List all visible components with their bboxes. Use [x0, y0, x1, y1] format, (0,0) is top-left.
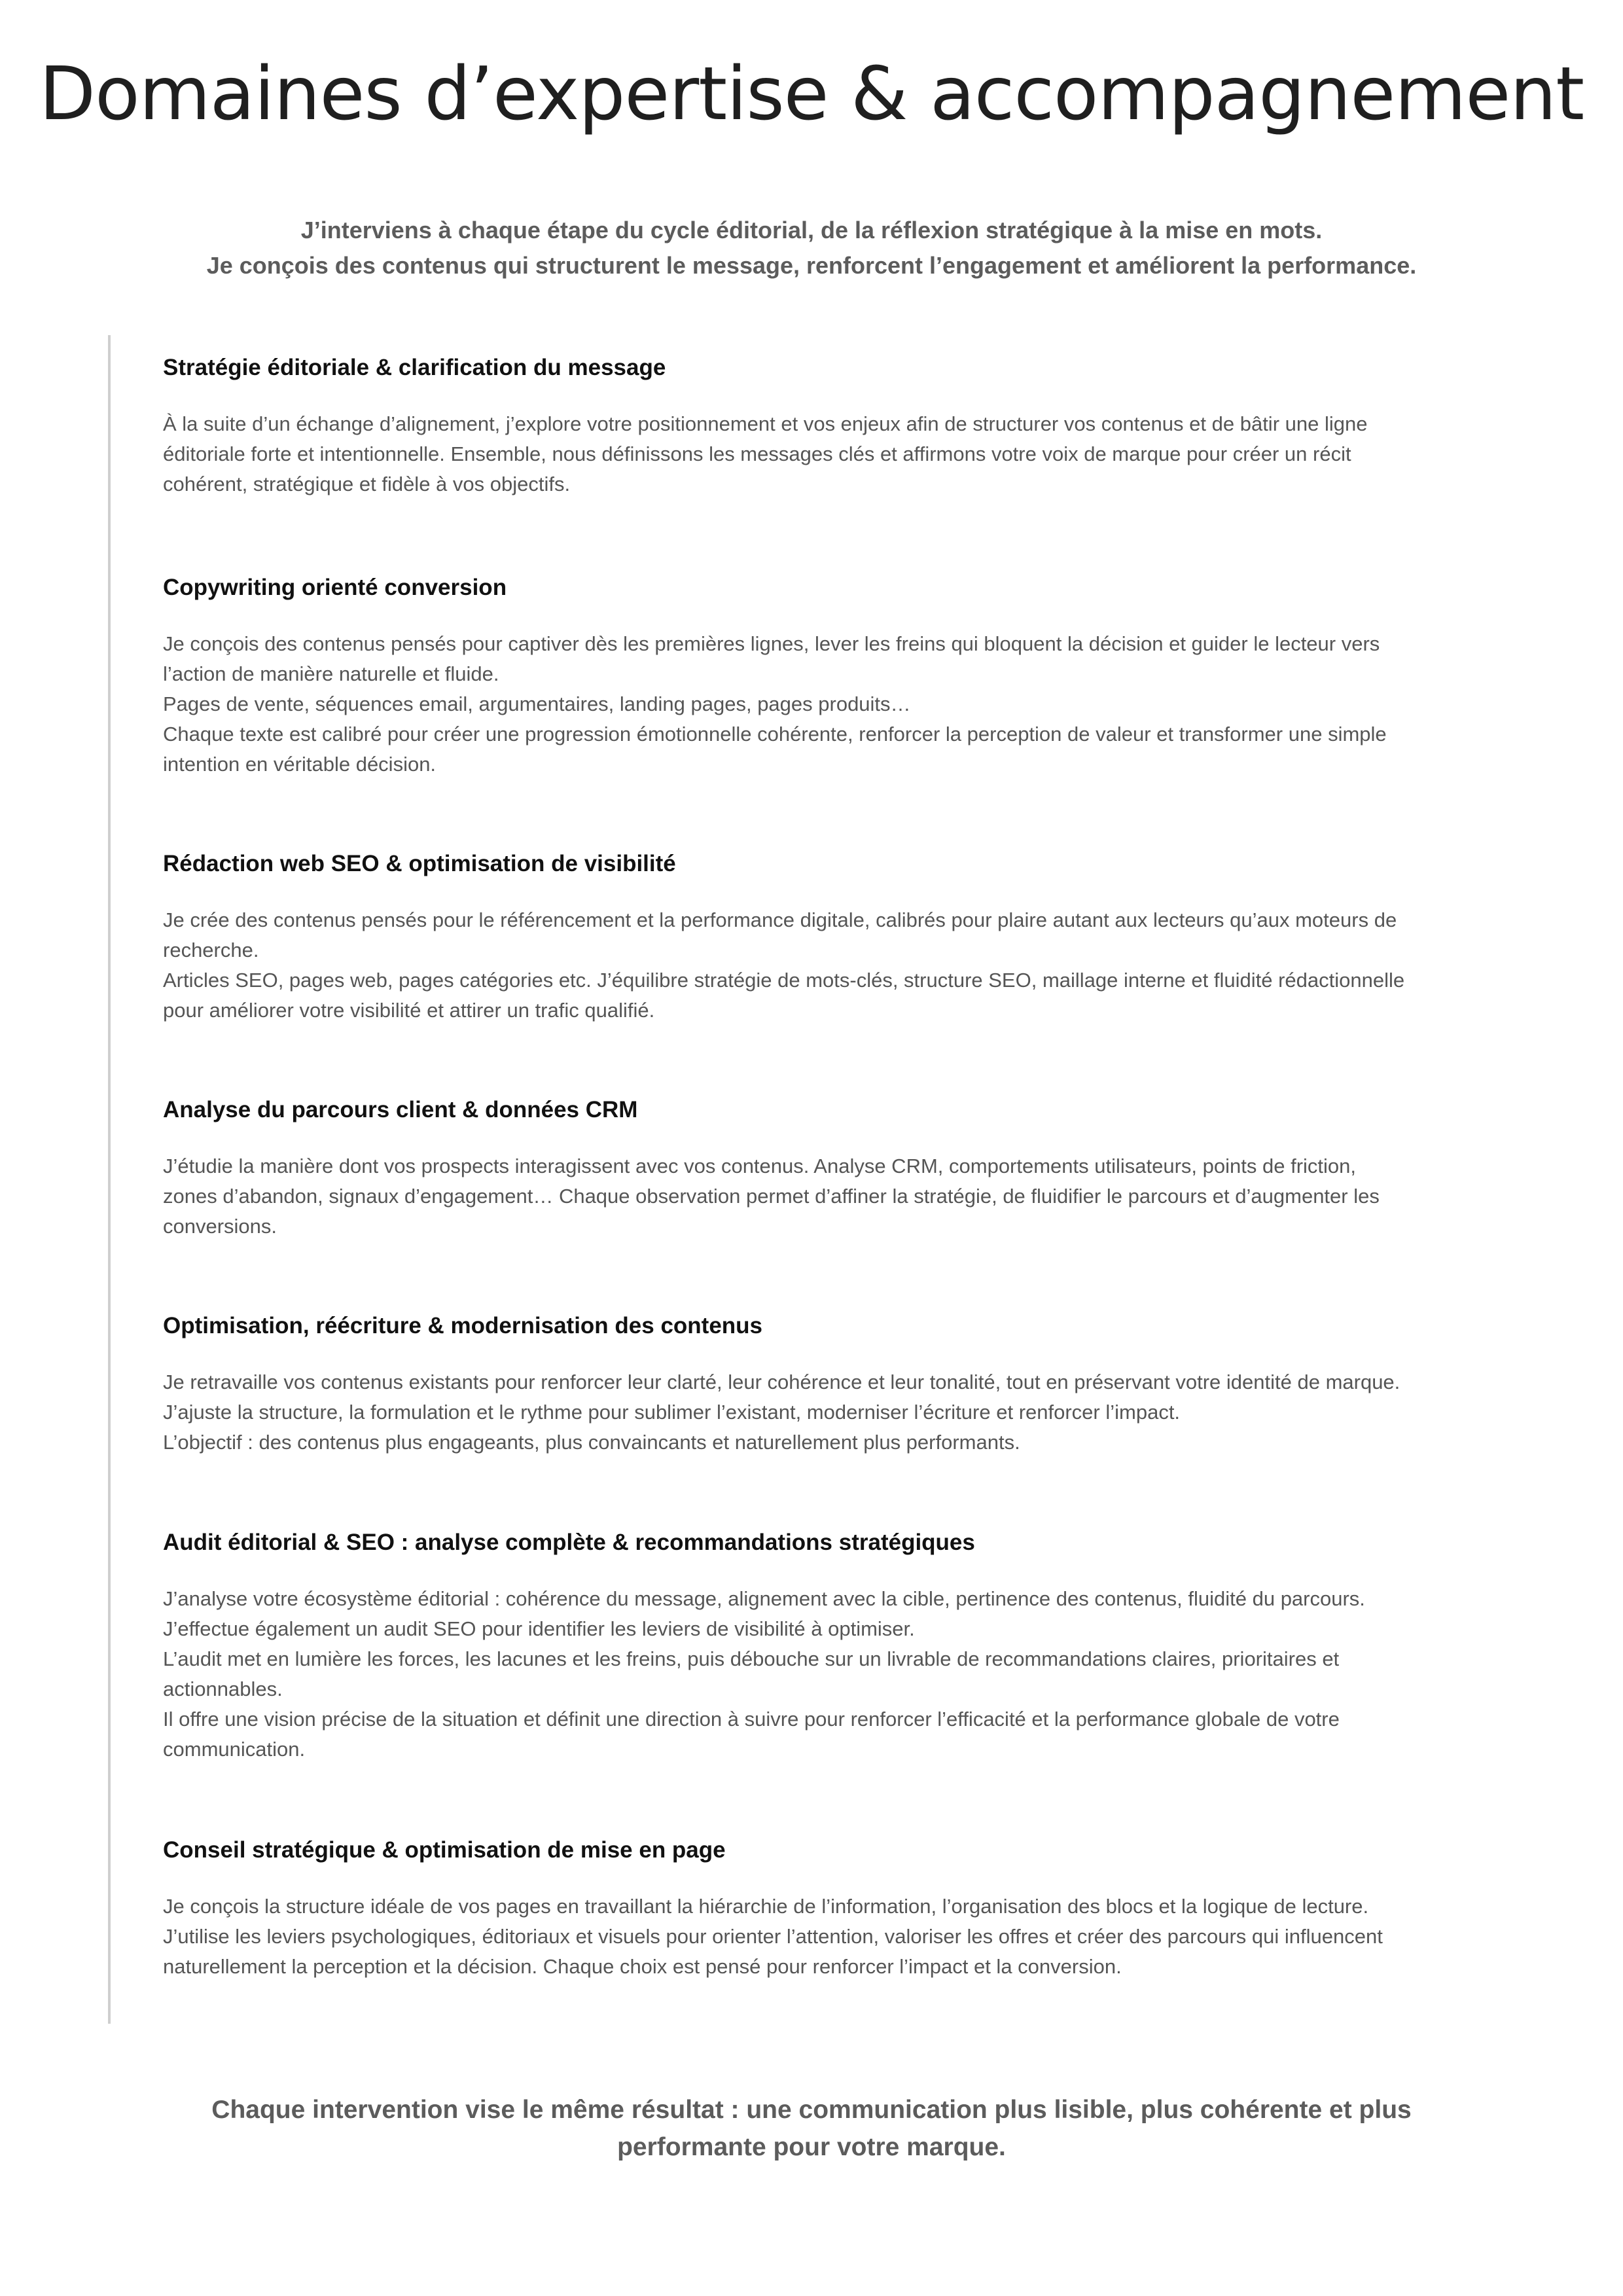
closing-line: performante pour votre marque. [617, 2133, 1006, 2161]
section-paragraph: Articles SEO, pages web, pages catégories etc. J’équilibre stratégie de mots-clés, structure SEO, maillage interne et fluidité rédactionnelle pour améliorer votre visibilité et attirer un trafic qualifié. [163, 969, 1405, 1022]
section-heading: Conseil stratégique & optimisation de mise en page [163, 1837, 726, 1863]
intro-line: Je conçois des contenus qui structurent le message, renforcent l’engagement et améliorent la performance. [206, 252, 1417, 279]
section-paragraph: À la suite d’un échange d’alignement, j’explore votre positionnement et vos enjeux afin de structurer vos contenus et de bâtir une ligne éditoriale forte et intentionnelle. Ensemble, nous définissons les messages clés et affirmons votre voix de marque pour créer un récit cohérent, stratégique et fidèle à vos objectifs. [163, 412, 1368, 495]
section-heading: Audit éditorial & SEO : analyse complète & recommandations stratégiques [163, 1530, 975, 1555]
section-paragraph: J’étudie la manière dont vos prospects interagissent avec vos contenus. Analyse CRM, comportements utilisateurs, points de friction, zones d’abandon, signaux d’engagement… Chaque observation permet d’affiner la stratégie, de fluidifier le parcours et d’augmenter les conversions. [163, 1155, 1380, 1238]
section-parcours-client-crm [163, 1094, 1406, 1242]
section-strategie-editoriale [163, 351, 1406, 499]
section-conseil-mise-en-page [163, 1834, 1406, 1982]
intro-text [131, 213, 1492, 283]
section-paragraph: L’objectif : des contenus plus engageants, plus convaincants et naturellement plus performants. [163, 1431, 1020, 1454]
section-heading: Stratégie éditoriale & clarification du message [163, 355, 666, 380]
closing-line: Chaque intervention vise le même résultat : une communication plus lisible, plus cohérente et plus [211, 2096, 1412, 2124]
section-redaction-seo [163, 848, 1406, 1026]
section-paragraph: L’audit met en lumière les forces, les lacunes et les freins, puis débouche sur un livrable de recommandations claires, prioritaires et actionnables. [163, 1647, 1340, 1700]
page-title: Domaines d’expertise & accompagnement [39, 52, 1584, 137]
section-optimisation-reecriture [163, 1310, 1406, 1458]
section-paragraph: Je conçois la structure idéale de vos pages en travaillant la hiérarchie de l’information, l’organisation des blocs et la logique de lecture. J’utilise les leviers psychologiques, éditoriaux et visuels pour orienter l’attention, valoriser les offres et créer des parcours qui influencent naturellement la perception et la décision. Chaque choix est pensé pour renforcer l’impact et la conversion. [163, 1895, 1383, 1978]
section-paragraph: Il offre une vision précise de la situation et définit une direction à suivre pour renforcer l’efficacité et la performance globale de votre communication. [163, 1708, 1340, 1761]
section-heading: Copywriting orienté conversion [163, 575, 507, 600]
section-copywriting [163, 571, 1406, 780]
section-heading: Optimisation, réécriture & modernisation des contenus [163, 1313, 763, 1338]
expertise-sections [108, 335, 1419, 2024]
section-paragraph: Je conçois des contenus pensés pour captiver dès les premières lignes, lever les freins qui bloquent la décision et guider le lecteur vers l’action de manière naturelle et fluide. [163, 632, 1380, 685]
section-paragraph: Chaque texte est calibré pour créer une progression émotionnelle cohérente, renforcer la perception de valeur et transformer une simple intention en véritable décision. [163, 723, 1387, 776]
closing-statement [196, 2091, 1427, 2166]
intro-line: J’interviens à chaque étape du cycle éditorial, de la réflexion stratégique à la mise en mots. [300, 217, 1323, 243]
section-heading: Analyse du parcours client & données CRM [163, 1097, 638, 1122]
section-paragraph: J’analyse votre écosystème éditorial : cohérence du message, alignement avec la cible, pertinence des contenus, fluidité du parcours. J’effectue également un audit SEO pour identifier les leviers de visibilité à optimiser. [163, 1587, 1365, 1640]
section-heading: Rédaction web SEO & optimisation de visibilité [163, 851, 676, 876]
section-paragraph: Je retravaille vos contenus existants pour renforcer leur clarté, leur cohérence et leur tonalité, tout en préservant votre identité de marque. J’ajuste la structure, la formulation et le rythme pour sublimer l’existant, moderniser l’écriture et renforcer l’impact. [163, 1371, 1400, 1424]
section-paragraph: Pages de vente, séquences email, argumentaires, landing pages, pages produits… [163, 692, 911, 715]
section-paragraph: Je crée des contenus pensés pour le référencement et la performance digitale, calibrés pour plaire autant aux lecteurs qu’aux moteurs de recherche. [163, 908, 1397, 961]
section-audit-editorial-seo [163, 1526, 1406, 1765]
